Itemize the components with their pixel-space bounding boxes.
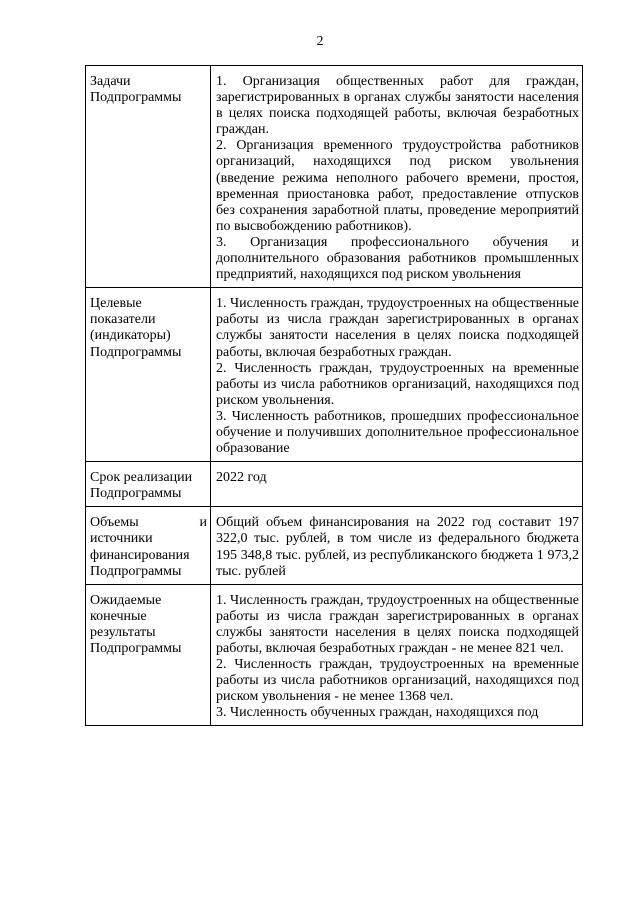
paragraph: 2022 год [216,470,267,486]
table-row-target-indicators [86,288,583,462]
row-label-cell [86,66,211,288]
paragraph: 2. Численность граждан, трудоустроенных на временные работы из числа работников организаций, находящихся под риском увольнения - не менее 1368 чел. [216,657,579,705]
row-content-cell [211,66,583,288]
paragraph: 1. Численность граждан, трудоустроенных на общественные работы из числа граждан зарегистрированных в органах службы занятости населения в целях поиска подходящей работы, включая безработных граждан - не менее 821 чел. [216,592,579,656]
paragraph: 3. Численность работников, прошедших профессиональное обучение и получивших дополнительное профессиональное образование [216,408,579,457]
paragraph: 3. Численность обученных граждан, находящихся под [216,705,539,721]
row-label: Ожидаемые конечные результаты Подпрограммы [90,592,182,656]
row-content-cell [211,507,583,584]
paragraph: 2. Численность граждан, трудоустроенных на временные работы из числа работников организаций, находящихся под риском увольнения. [216,360,579,408]
table-row-expected-results [86,584,583,726]
page-number: 2 [316,34,324,49]
paragraph: 1. Организация общественных работ для граждан, зарегистрированных в органах службы занятости населения в целях поиска подходящей работы, включая безработных граждан. [216,74,579,138]
paragraph: 1. Численность граждан, трудоустроенных на общественные работы из числа граждан зарегистрированных в органах службы занятости населения в целях поиска подходящей работы, включая безработных граждан. [216,296,579,360]
table-row-period [86,462,583,507]
row-label-cell [86,462,211,507]
row-content-cell [211,462,583,507]
row-label-cell [86,584,211,726]
row-content-cell [211,288,583,462]
paragraph: 3. Организация профессионального обучения и дополнительного образования работников промышленных предприятий, находящихся под риском увольнения [216,234,579,283]
subprogram-passport-table [85,65,583,726]
row-label: Целевые показатели (индикаторы) Подпрограммы [90,296,182,360]
row-label: Срок реализации Подпрограммы [90,470,193,502]
paragraph: 2. Организация временного трудоустройства работников организаций, находящихся под риском увольнения (введение режима неполного рабочего времени, простоя, временная приостановка работ, предоставление отпусков без сохранения заработной платы, проведение мероприятий по высвобождению работников). [216,138,579,234]
row-label: Объемы и источники финансирования Подпрограммы [90,515,207,579]
row-label-cell [86,288,211,462]
row-label-cell [86,507,211,584]
table-row-funding [86,507,583,584]
row-label: Задачи Подпрограммы [90,74,182,106]
paragraph: Общий объем финансирования на 2022 год составит 197 322,0 тыс. рублей, в том числе из федерального бюджета 195 348,8 тыс. рублей, из республиканского бюджета 1 973,2 тыс. рублей [216,515,579,579]
row-content-cell [211,584,583,726]
table-row-tasks [86,66,583,288]
